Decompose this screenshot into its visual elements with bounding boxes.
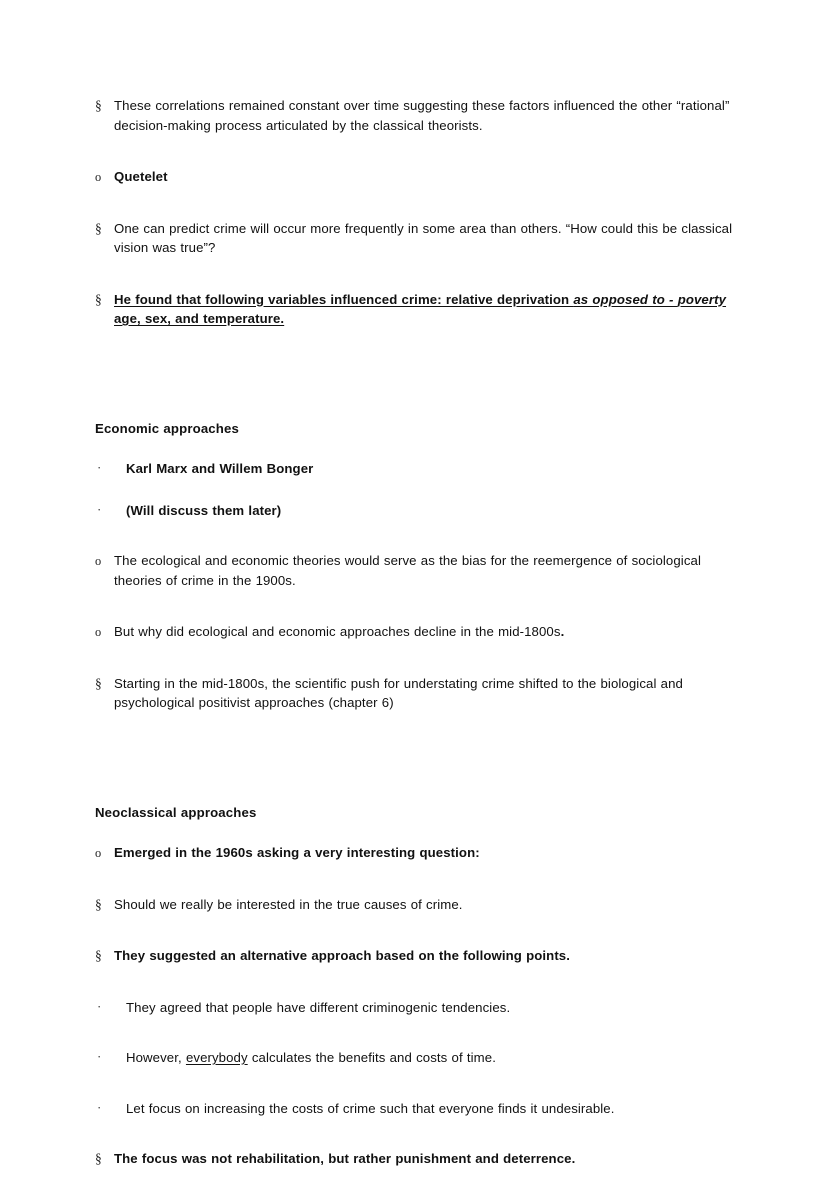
middot-marker-icon: ·: [97, 501, 102, 517]
paragraph-text: One can predict crime will occur more frequently in some area than others. “How could this be classical vision was true”?: [114, 220, 733, 255]
bullet-increasing-costs: [95, 1099, 740, 1119]
paragraph-predict-crime: [95, 219, 740, 258]
list-item-emerged-1960s: [95, 843, 740, 863]
spacer: [95, 1090, 740, 1099]
middot-marker-icon: ·: [97, 1099, 102, 1115]
text-run-bold-underline-tail: age, sex, and temperature.: [114, 311, 285, 326]
text-run-bold-underline: He found that following variables influenced crime: relative deprivation: [114, 291, 574, 307]
bullet-text: (Will discuss them later): [126, 502, 282, 518]
section-marker-icon: §: [95, 98, 102, 113]
bullet-will-discuss-later: [95, 501, 740, 521]
paragraph-text: [114, 622, 740, 642]
paragraph-text: The ecological and economic theories would serve as the bias for the reemergence of sociological theories of crime in the 1900s.: [114, 553, 701, 588]
section-marker-icon: §: [95, 1151, 102, 1166]
spacer: [95, 665, 740, 674]
list-item-label: Emerged in the 1960s asking a very interesting question:: [114, 845, 480, 860]
bullet-karl-marx-willem-bonger: [95, 459, 740, 479]
spacer: [95, 158, 740, 167]
section-spacer: [95, 729, 740, 803]
spacer: [95, 1140, 740, 1149]
text-run-plain: However,: [126, 1050, 186, 1065]
middot-marker-icon: ·: [97, 1049, 102, 1064]
text-run-poverty-italic: poverty: [677, 291, 727, 307]
spacer: [95, 542, 740, 551]
circle-marker-icon: o: [95, 170, 102, 184]
document-content: [95, 96, 740, 1185]
paragraph-text: The focus was not rehabilitation, but rather punishment and deterrence.: [114, 1151, 576, 1166]
section-marker-icon: §: [95, 896, 102, 912]
spacer: [95, 210, 740, 219]
section-marker-icon: §: [95, 220, 102, 236]
spacer: [95, 937, 740, 946]
circle-marker-icon: o: [95, 625, 102, 639]
paragraph-text: Should we really be interested in the true causes of crime.: [114, 896, 463, 912]
middot-marker-icon: ·: [97, 998, 102, 1014]
bullet-everybody-calculates: [95, 1048, 740, 1068]
paragraph-text: They suggested an alternative approach based on the following points.: [114, 948, 571, 963]
paragraph-text: These correlations remained constant over time suggesting these factors influenced the other “rational” decision-making process articulated by the classical theorists.: [114, 98, 730, 133]
text-run-plain-tail: calculates the benefits and costs of time.: [247, 1050, 496, 1065]
spacer: [95, 613, 740, 622]
text-run-plain: But why did ecological and economic approaches decline in the mid-1800s: [114, 624, 561, 639]
section-marker-icon: §: [95, 948, 102, 963]
circle-marker-icon: o: [95, 554, 102, 568]
paragraph-alternative-approach: [95, 946, 740, 966]
list-item-label: Quetelet: [114, 169, 168, 184]
heading-economic-approaches: Economic approaches: [95, 420, 239, 436]
middot-marker-icon: ·: [97, 460, 102, 475]
bullet-text: Let focus on increasing the costs of crime such that everyone finds it undesirable.: [126, 1100, 615, 1116]
paragraph-correlations-note: [95, 96, 740, 135]
section-marker-icon: §: [95, 291, 102, 307]
paragraph-text: Starting in the mid-1800s, the scientific push for understating crime shifted to the biological and psychological positivist approaches (chapter 6): [114, 675, 683, 710]
text-run-bold-italic-underline: as opposed to -: [573, 291, 674, 307]
bullet-text: They agreed that people have different criminogenic tendencies.: [126, 999, 511, 1015]
paragraph-scientific-push: [95, 674, 740, 713]
bullet-text: [126, 1050, 496, 1065]
paragraph-why-decline: [95, 622, 740, 642]
paragraph-ecological-economic-bias: [95, 551, 740, 590]
text-run-bold-period: .: [560, 624, 565, 639]
heading-neoclassical-approaches: Neoclassical approaches: [95, 804, 257, 820]
list-item-quetelet: [95, 167, 740, 187]
text-run-underlined-everybody: everybody: [185, 1050, 248, 1065]
circle-marker-icon: o: [95, 846, 102, 860]
spacer: [95, 1039, 740, 1048]
spacer: [95, 989, 740, 998]
paragraph-true-causes-of-crime: [95, 895, 740, 915]
paragraph-text: [114, 290, 740, 329]
paragraph-variables-influenced-crime: [95, 290, 740, 329]
bullet-text: Karl Marx and Willem Bonger: [126, 461, 314, 476]
spacer: [95, 281, 740, 290]
paragraph-focus-punishment-deterrence: [95, 1149, 740, 1169]
bullet-criminogenic-tendencies: [95, 998, 740, 1018]
section-spacer: [95, 345, 740, 419]
spacer: [95, 886, 740, 895]
section-marker-icon: §: [95, 675, 102, 691]
